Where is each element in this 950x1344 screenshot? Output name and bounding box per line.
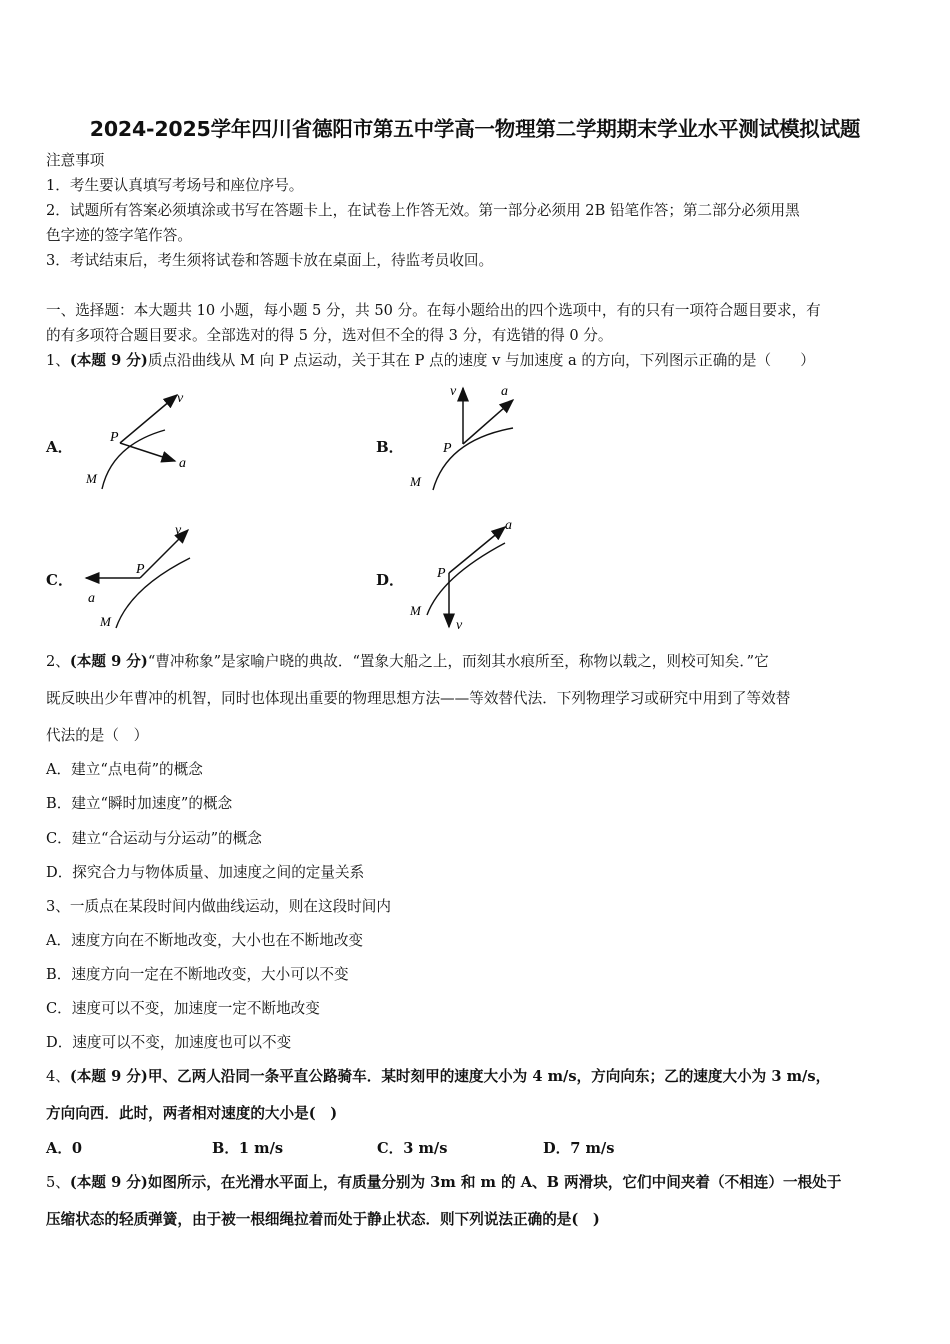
choice-row: [46, 1138, 908, 1160]
notice-item: 2．试题所有答案必须填涂或书写在答题卡上，在试卷上作答无效。第一部分必须用 2B 铅笔作答；第二部分必须用黑: [46, 202, 800, 219]
question-text: 甲、乙两人沿同一条平直公路骑车．某时刻甲的速度大小为 4 m/s，方向向东；乙的速度大小为 3 m/s，: [147, 1068, 831, 1085]
acceleration-label: a: [501, 384, 508, 399]
acceleration-arrow: [120, 443, 175, 461]
option-c-label: C．: [46, 571, 73, 589]
notice-heading: 注意事项: [46, 152, 105, 169]
point-m-label: M: [410, 603, 421, 618]
question-text: “曹冲称象”是家喻户晓的典故．“置象大船之上，而刻其水痕所至，称物以载之，则校可知矣．”它: [147, 653, 769, 670]
acceleration-arrow: [463, 400, 513, 444]
option-b-label: B．: [376, 438, 404, 456]
choice: D．探究合力与物体质量、加速度之间的定量关系: [46, 864, 365, 881]
notice-item: 色字迹的签字笔作答。: [46, 227, 192, 244]
velocity-label: v: [177, 391, 184, 406]
trajectory-curve: [116, 558, 190, 628]
point-p-label: P: [136, 562, 145, 577]
choice: C．建立“合运动与分运动”的概念: [46, 830, 262, 847]
acceleration-label: a: [179, 456, 186, 471]
point-p-label: P: [110, 430, 119, 445]
acceleration-label: a: [88, 591, 95, 606]
option-a-label: A．: [46, 438, 73, 456]
question-3-stem: 3、一质点在某段时间内做曲线运动，则在这段时间内: [46, 898, 391, 915]
score-note: (本题 9 分): [69, 1174, 148, 1191]
choice: B．建立“瞬时加速度”的概念: [46, 795, 233, 812]
choice: A．速度方向在不断地改变，大小也在不断地改变: [46, 932, 364, 949]
point-m-label: M: [86, 471, 97, 486]
diagram-d: [405, 515, 535, 635]
point-p-label: P: [437, 566, 446, 581]
exam-title: 2024-2025学年四川省德阳市第五中学高一物理第二学期期末学业水平测试模拟试题: [89, 117, 861, 141]
option-d-label: D．: [376, 571, 405, 589]
point-m-label: M: [410, 474, 421, 489]
point-p-label: P: [443, 441, 452, 456]
choice: A．0: [46, 1140, 83, 1157]
question-4-stem: 方向向西．此时，两者相对速度的大小是( ): [46, 1105, 338, 1122]
score-note: (本题 9 分): [69, 352, 148, 369]
diagram-b: [405, 378, 535, 498]
question-text: 质点沿曲线从 M 向 P 点运动，关于其在 P 点的速度 v 与加速度 a 的方向，下列图示正确的是（ ）: [147, 352, 815, 369]
question-2-stem: 既反映出少年曹冲的机智，同时也体现出重要的物理思想方法——等效替代法．下列物理学习或研究中用到了等效替: [46, 690, 791, 707]
choice: B．速度方向一定在不断地改变，大小可以不变: [46, 966, 349, 983]
question-number: 2、: [46, 653, 70, 670]
notice-item: 3．考试结束后，考生须将试卷和答题卡放在桌面上，待监考员收回。: [46, 252, 494, 269]
question-1-stem: [46, 350, 908, 372]
choice: D．7 m/s: [543, 1140, 615, 1157]
question-number: 5、: [46, 1174, 70, 1191]
question-number: 1、: [46, 352, 70, 369]
score-note: (本题 9 分): [69, 653, 148, 670]
question-number: 4、: [46, 1068, 70, 1085]
choice: B．1 m/s: [212, 1140, 284, 1157]
question-2-stem: 代法的是（ ）: [46, 727, 149, 744]
section-instructions: 一、选择题：本大题共 10 小题，每小题 5 分，共 50 分。在每小题给出的四个选项中，有的只有一项符合题目要求，有: [46, 302, 821, 319]
notice-item: 1．考生要认真填写考场号和座位序号。: [46, 177, 304, 194]
question-text: 如图所示，在光滑水平面上，有质量分别为 3m 和 m 的 A、B 两滑块，它们中间夹着（不相连）一根处于: [147, 1174, 842, 1191]
velocity-label: v: [456, 618, 463, 633]
choice: C．速度可以不变，加速度一定不断地改变: [46, 1000, 320, 1017]
velocity-label: v: [450, 384, 457, 399]
score-note: (本题 9 分): [69, 1068, 148, 1085]
velocity-label: v: [175, 523, 182, 538]
diagram-a: [80, 385, 200, 495]
acceleration-arrow: [449, 527, 505, 573]
diagram-c: [80, 518, 205, 633]
question-5-stem: [46, 1172, 908, 1194]
acceleration-label: a: [505, 518, 512, 533]
choice: C．3 m/s: [377, 1140, 448, 1157]
choice: A．建立“点电荷”的概念: [46, 761, 203, 778]
choice: D．速度可以不变，加速度也可以不变: [46, 1034, 292, 1051]
section-instructions: 的有多项符合题目要求。全部选对的得 5 分，选对但不全的得 3 分，有选错的得 0 分。: [46, 327, 613, 344]
question-2-stem: [46, 651, 908, 673]
question-4-stem: [46, 1066, 908, 1088]
trajectory-curve: [433, 428, 513, 490]
point-m-label: M: [100, 614, 111, 629]
question-5-stem: 压缩状态的轻质弹簧，由于被一根细绳拉着而处于静止状态．则下列说法正确的是( ): [46, 1211, 600, 1228]
